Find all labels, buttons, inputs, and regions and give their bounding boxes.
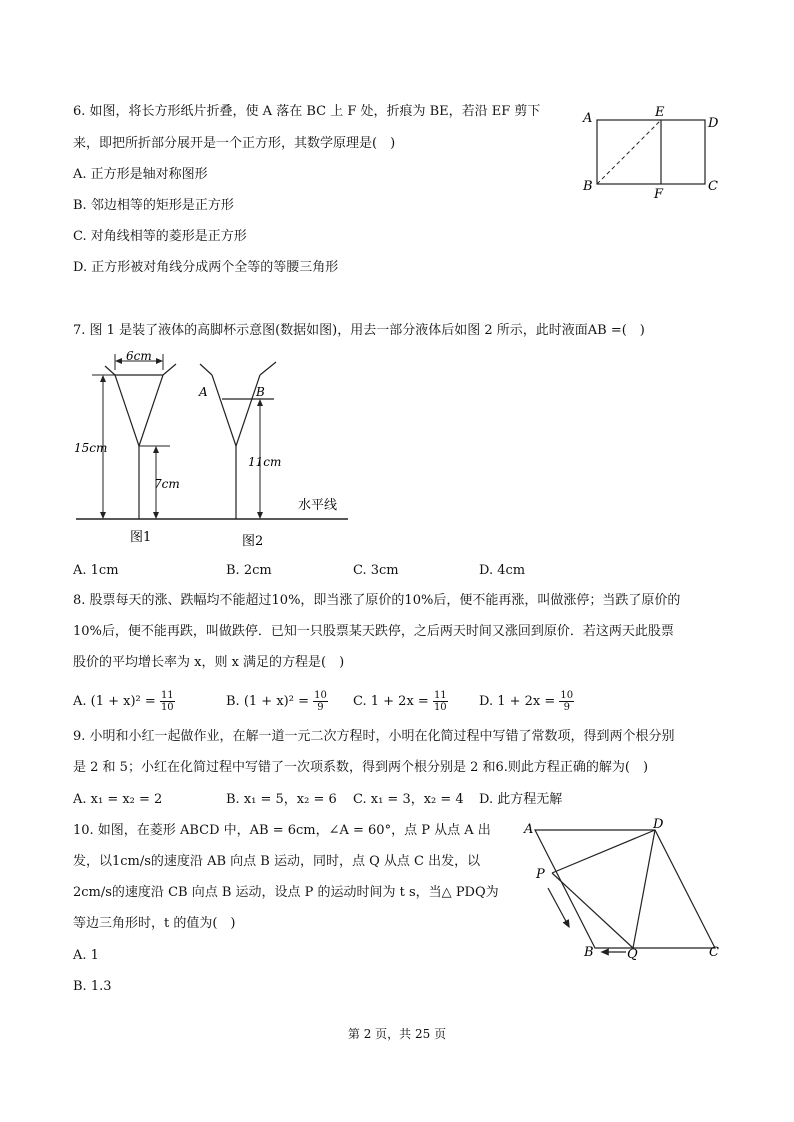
q7-option-c: C. 3cm [353, 563, 399, 578]
q8-option-b-prefix: B. (1 + x)² = [226, 694, 314, 709]
q7-option-d: D. 4cm [479, 563, 526, 578]
page-footer: 第 2 页，共 25 页 [347, 1027, 447, 1041]
q8-option-c-denominator: 10 [433, 702, 447, 713]
q9-option-a: A. x₁ = x₂ = 2 [73, 792, 163, 807]
label-f: F [654, 187, 664, 202]
q8-option-d-fraction [559, 690, 574, 713]
fig2-caption: 图2 [242, 534, 264, 549]
label-c: C [709, 945, 719, 960]
label-d: D [708, 116, 719, 131]
q8-option-c [353, 690, 448, 713]
q9-option-c: C. x₁ = 3，x₂ = 4 [353, 792, 464, 807]
q8-option-a-numerator: 11 [160, 690, 174, 701]
q8-stem-line1: 8. 股票每天的涨、跌幅均不能超过10%，即当涨了原价的10%后，便不能再涨，叫做涨停；当跌了原价的 [73, 593, 681, 608]
q8-stem-line2: 10%后，便不能再跌，叫做跌停．已知一只股票某天跌停，之后两天时间又涨回到原价．若这两天此股票 [73, 624, 674, 639]
q8-option-d [479, 690, 574, 713]
rhombus-abcd [535, 830, 715, 948]
q8-stem-line3: 股价的平均增长率为 x，则 x 满足的方程是( ) [73, 655, 345, 670]
segment-pq [552, 873, 633, 948]
point-b-label: B [256, 385, 265, 399]
q8-option-a-denominator: 10 [160, 702, 174, 713]
q6-option-b: B. 邻边相等的矩形是正方形 [73, 198, 234, 213]
q8-option-b-fraction [313, 690, 328, 713]
q8-option-a-prefix: A. (1 + x)² = [73, 694, 160, 709]
q6-stem-line1: 6. 如图，将长方形纸片折叠，使 A 落在 BC 上 F 处，折痕为 BE，若沿 EF 剪下 [73, 104, 541, 119]
label-p: P [536, 867, 545, 882]
label-d: D [653, 817, 664, 832]
label-q: Q [627, 947, 638, 962]
goblet-1 [105, 364, 176, 519]
q10-figure [520, 815, 730, 965]
label-c: C [708, 179, 718, 194]
fold-line-be [597, 120, 661, 184]
q9-stem-line1: 9. 小明和小红一起做作业，在解一道一元二次方程时，小明在化简过程中写错了常数项，得到两个根分别 [73, 729, 675, 744]
q9-option-d: D. 此方程无解 [479, 792, 563, 807]
stem-label-7cm: 7cm [154, 477, 180, 491]
q8-option-c-numerator: 11 [433, 690, 447, 701]
q6-stem-line2: 来，即把所折部分展开是一个正方形，其数学原理是( ) [73, 136, 396, 151]
rectangle-abcd [597, 120, 705, 184]
level-label-11cm: 11cm [248, 455, 282, 469]
q8-option-d-prefix: D. 1 + 2x = [479, 694, 560, 709]
q8-option-b-numerator: 10 [314, 690, 327, 701]
q7-option-a: A. 1cm [73, 563, 119, 578]
q6-option-a: A. 正方形是轴对称图形 [73, 167, 208, 182]
q8-option-d-numerator: 10 [560, 690, 574, 701]
q9-option-b: B. x₁ = 5，x₂ = 6 [226, 792, 337, 807]
q10-stem-line4: 等边三角形时，t 的值为( ) [73, 916, 236, 931]
p-motion-arrow [548, 888, 568, 925]
label-b: B [584, 945, 594, 960]
q8-option-d-denominator: 9 [563, 702, 570, 713]
q10-stem-line1: 10. 如图，在菱形 ABCD 中，AB = 6cm，∠A = 60°，点 P 从点 A 出 [73, 823, 491, 838]
q7-figure [70, 348, 360, 554]
q8-option-b-denominator: 9 [317, 702, 324, 713]
q6-option-c: C. 对角线相等的菱形是正方形 [73, 229, 247, 244]
segment-dq [633, 830, 655, 948]
fig1-caption: 图1 [130, 530, 152, 545]
q6-option-d: D. 正方形被对角线分成两个全等的等腰三角形 [73, 260, 339, 275]
horizontal-line-label: 水平线 [298, 498, 338, 513]
q7-stem: 7. 图 1 是装了液体的高脚杯示意图(数据如图)，用去一部分液体后如图 2 所示，此时液面AB =( ) [73, 323, 645, 338]
q8-option-c-fraction [433, 690, 448, 713]
width-label-6cm: 6cm [126, 349, 152, 363]
q8-option-c-prefix: C. 1 + 2x = [353, 694, 433, 709]
label-e: E [655, 105, 665, 120]
q10-stem-line2: 发，以1cm/s的速度沿 AB 向点 B 运动，同时，点 Q 从点 C 出发，以 [73, 854, 481, 869]
q8-option-a-fraction [160, 690, 175, 713]
label-a: A [524, 822, 534, 837]
q8-option-a [73, 690, 175, 713]
q6-figure [575, 100, 735, 205]
label-b: B [583, 179, 593, 194]
q9-stem-line2: 是 2 和 5；小红在化简过程中写错了一次项系数，得到两个根分别是 2 和6.则此方程正确的解为( ) [73, 760, 649, 775]
segment-pd [552, 830, 655, 873]
label-a: A [583, 111, 593, 126]
point-a-label: A [199, 385, 208, 399]
height-label-15cm: 15cm [74, 441, 108, 455]
q10-option-a: A. 1 [73, 948, 99, 963]
q7-option-b: B. 2cm [226, 563, 272, 578]
q10-stem-line3: 2cm/s的速度沿 CB 向点 B 运动，设点 P 的运动时间为 t s，当△ PDQ为 [73, 885, 499, 900]
q8-option-b [226, 690, 328, 713]
q10-option-b: B. 1.3 [73, 979, 112, 994]
